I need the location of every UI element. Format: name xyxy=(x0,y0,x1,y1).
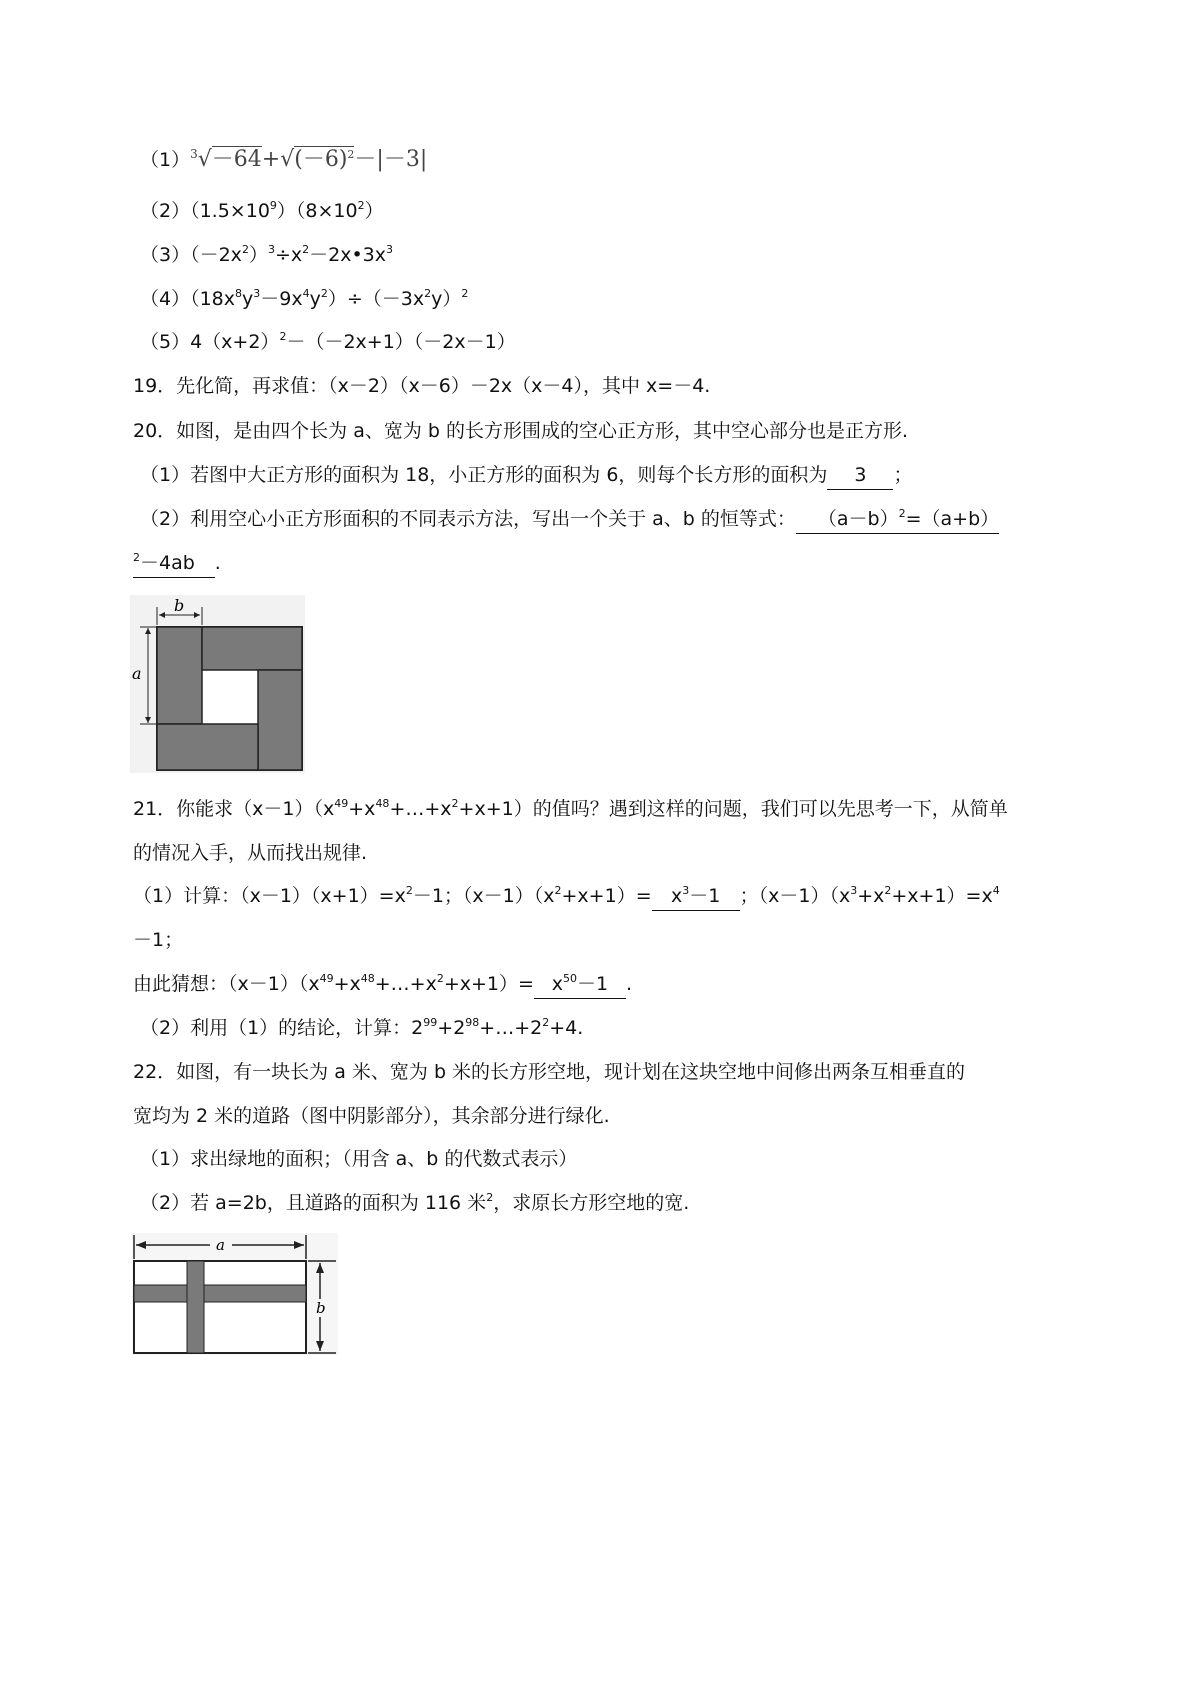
rect-top xyxy=(202,627,302,670)
p22-figure xyxy=(132,1233,338,1355)
p18-q2: $(2)(1.5\times 10^9)(8\times 10^2)$ xyxy=(140,199,384,222)
p20-figure xyxy=(130,595,305,773)
p20-q2-answer-part1: $(a-b)^2=(a+b)$ xyxy=(796,505,999,534)
rect-right xyxy=(258,670,302,770)
p20-q1-answer: 3 xyxy=(827,461,893,490)
p21-q1-line2: －1； xyxy=(133,929,184,951)
p20-q2: （2）利用空心小正方形面积的不同表示方法，写出一个关于 a、b 的恒等式： $(a-b)^2=(a+b)$ xyxy=(140,505,999,534)
p18-q4: $(4)(18x^8y^3-9x^4y^2)\div(-3x^2y)^2$ xyxy=(140,287,469,310)
horizontal-road xyxy=(134,1285,306,1302)
p21-stem-line1: 21．你能求$(x-1)(x^{49}+x^{48}+\dots+x^2+x+1)$的值吗？遇到这样的问题，我们可以先思考一下，从简单 xyxy=(133,797,1008,820)
p18-q1: $(1)^3√-64+√(-6)^2-|-3|$ xyxy=(140,147,428,172)
label-b: b xyxy=(316,1299,326,1317)
label-a: a xyxy=(132,664,142,683)
p21-q1-answer: $x^3-1$ xyxy=(652,882,740,911)
p22-stem-line2: 宽均为 2 米的道路（图中阴影部分），其余部分进行绿化. xyxy=(133,1105,610,1127)
rect-bottom xyxy=(157,724,258,770)
p20-q2-line2: $^2$－4ab . xyxy=(133,549,221,578)
p21-stem-line2: 的情况入手，从而找出规律. xyxy=(133,842,368,864)
p20-q2-answer-part2: $^2$－4ab xyxy=(133,549,215,578)
p22-q1: （1）求出绿地的面积；（用含 a、b 的代数式表示） xyxy=(140,1148,578,1170)
p22-stem-line1: 22．如图，有一块长为 a 米、宽为 b 米的长方形空地，现计划在这块空地中间修出两条互相垂直的 xyxy=(133,1061,966,1083)
p19-text: 19．先化简，再求值：（x－2）（x－6）－2x（x－4），其中 x=－4. xyxy=(133,375,711,397)
p22-q2: （2）若 a=2b，且道路的面积为 116 米$^2$，求原长方形空地的宽. xyxy=(140,1191,690,1214)
cube-root-expression: $^3√-64+√(-6)^2-|-3|$ xyxy=(190,147,428,172)
p21-q2: （2）利用（1）的结论，计算：$2^{99}+2^{98}+\dots+2^2+4$. xyxy=(140,1016,584,1039)
p20-stem: 20．如图，是由四个长为 a、宽为 b 的长方形围成的空心正方形，其中空心部分也是正方形. xyxy=(133,420,909,442)
p21-guess: 由此猜想：$(x-1)(x^{49}+x^{48}+\dots+x^2+x+1)= x^{50}-1$ . xyxy=(133,970,632,999)
p18-q3: $(3)(-2x^2)^3\div x^2-2x•3x^3$ xyxy=(140,243,393,266)
label-a: a xyxy=(216,1236,225,1254)
p21-q1: （1）计算：$(x-1)(x+1)=x^2-1$；$(x-1)(x^2+x+1)= x^3-1$ ；$(x-1)(x^3+x^2+x+1)=x^4$ xyxy=(133,882,1000,911)
p21-guess-answer: $x^{50}-1$ xyxy=(534,970,626,999)
vertical-road xyxy=(187,1261,204,1353)
p20-q1: （1）若图中大正方形的面积为 18，小正方形的面积为 6，则每个长方形的面积为 3 ； xyxy=(140,461,912,490)
rect-left xyxy=(157,627,202,724)
p18-q5: $(5)4(x+2)^2-(-2x+1)(-2x-1)$ xyxy=(140,330,516,353)
label-b: b xyxy=(174,596,185,615)
